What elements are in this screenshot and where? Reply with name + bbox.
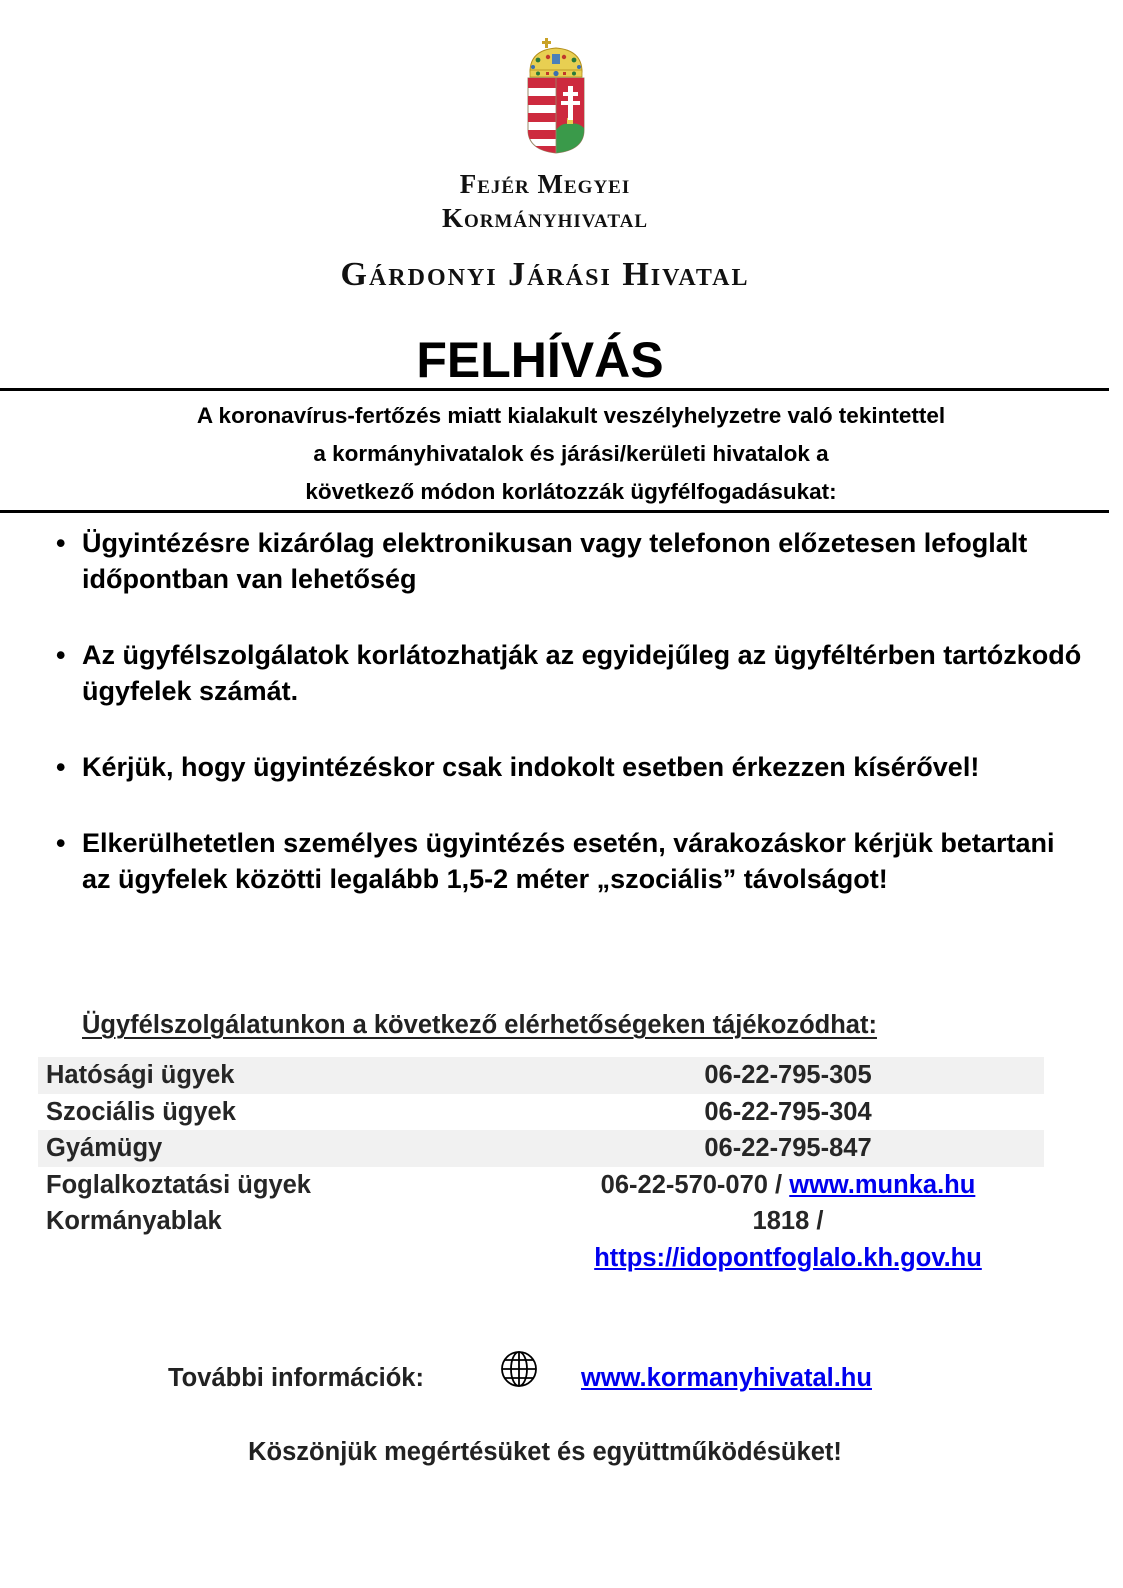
list-item: [56, 825, 1106, 897]
contact-phone: 06-22-795-305: [704, 1061, 872, 1089]
list-item-text: Elkerülhetetlen személyes ügyintézés esetén, várakozáskor kérjük betartani az ügyfelek közötti legalább 1,5-2 méter „szociális” távolságot!: [82, 828, 1055, 894]
contact-phone: 06-22-795-304: [704, 1097, 872, 1126]
contact-phone: 06-22-795-847: [704, 1134, 872, 1162]
list-item-text: Ügyintézésre kizárólag elektronikusan vagy telefonon előzetesen lefoglalt időpontban van lehetőség: [82, 528, 1028, 594]
divider-top: [0, 388, 1109, 391]
list-item-text: Kérjük, hogy ügyintézéskor csak indokolt esetben érkezzen kísérővel!: [82, 752, 980, 782]
intro-line: A koronavírus-fertőzés miatt kialakult veszélyhelyzetre való tekintettel: [196, 403, 946, 428]
list-item-text: Az ügyfélszolgálatok korlátozhatják az egyidejűleg az ügyféltérben tartózkodó ügyfelek számát.: [82, 640, 1082, 706]
intro-line: a kormányhivatalok és járási/kerületi hivatalok a: [313, 441, 829, 466]
notice-title: FELHÍVÁS: [416, 332, 664, 388]
list-item: [56, 637, 1106, 709]
appointment-link[interactable]: https://idopontfoglalo.kh.gov.hu: [594, 1243, 982, 1272]
org-name-line1: Fejér Megyei: [459, 169, 631, 199]
contact-label: Kormányablak: [46, 1207, 222, 1235]
list-item: [56, 749, 1106, 785]
table-row: [38, 1057, 1044, 1094]
table-row: [38, 1094, 1044, 1131]
contact-phone: 06-22-570-070 /: [600, 1170, 790, 1199]
contacts-table: [38, 1057, 1044, 1276]
table-row: [38, 1203, 1044, 1240]
kormanyhivatal-link[interactable]: www.kormanyhivatal.hu: [581, 1364, 872, 1392]
contact-label: Gyámügy: [46, 1134, 163, 1162]
contacts-heading: Ügyfélszolgálatunkon a következő elérhetőségeken tájékozódhat:: [82, 1011, 877, 1039]
list-item: [56, 525, 1106, 597]
divider-bottom: [0, 510, 1109, 513]
org-name-line2: Kormányhivatal: [441, 203, 648, 233]
table-row-continuation: [38, 1240, 1044, 1277]
contact-label: Szociális ügyek: [46, 1097, 236, 1126]
intro-text: [0, 397, 1123, 511]
bullet-icon: •: [56, 528, 66, 558]
more-info-label: További információk:: [168, 1364, 424, 1392]
bullet-icon: •: [56, 752, 66, 782]
office-name: Gárdonyi Járási Hivatal: [340, 256, 750, 293]
contact-phone: 1818 /: [752, 1207, 824, 1235]
globe-icon: [498, 1349, 540, 1389]
bullet-icon: •: [56, 828, 66, 858]
table-row: [38, 1167, 1044, 1204]
crown-icon: [530, 38, 582, 77]
contact-label: Hatósági ügyek: [46, 1061, 235, 1089]
table-row: [38, 1130, 1044, 1167]
coat-of-arms-logo: [526, 38, 586, 154]
shield-icon: [528, 78, 584, 154]
thanks-message: Köszönjük megértésüket és együttműködésüket!: [248, 1438, 842, 1466]
contact-label: Foglalkoztatási ügyek: [46, 1170, 311, 1199]
rules-list: [56, 525, 1106, 937]
intro-line: következő módon korlátozzák ügyfélfogadásukat:: [305, 479, 837, 504]
bullet-icon: •: [56, 640, 66, 670]
contact-value: [508, 1167, 1068, 1204]
munka-link[interactable]: www.munka.hu: [789, 1170, 976, 1199]
